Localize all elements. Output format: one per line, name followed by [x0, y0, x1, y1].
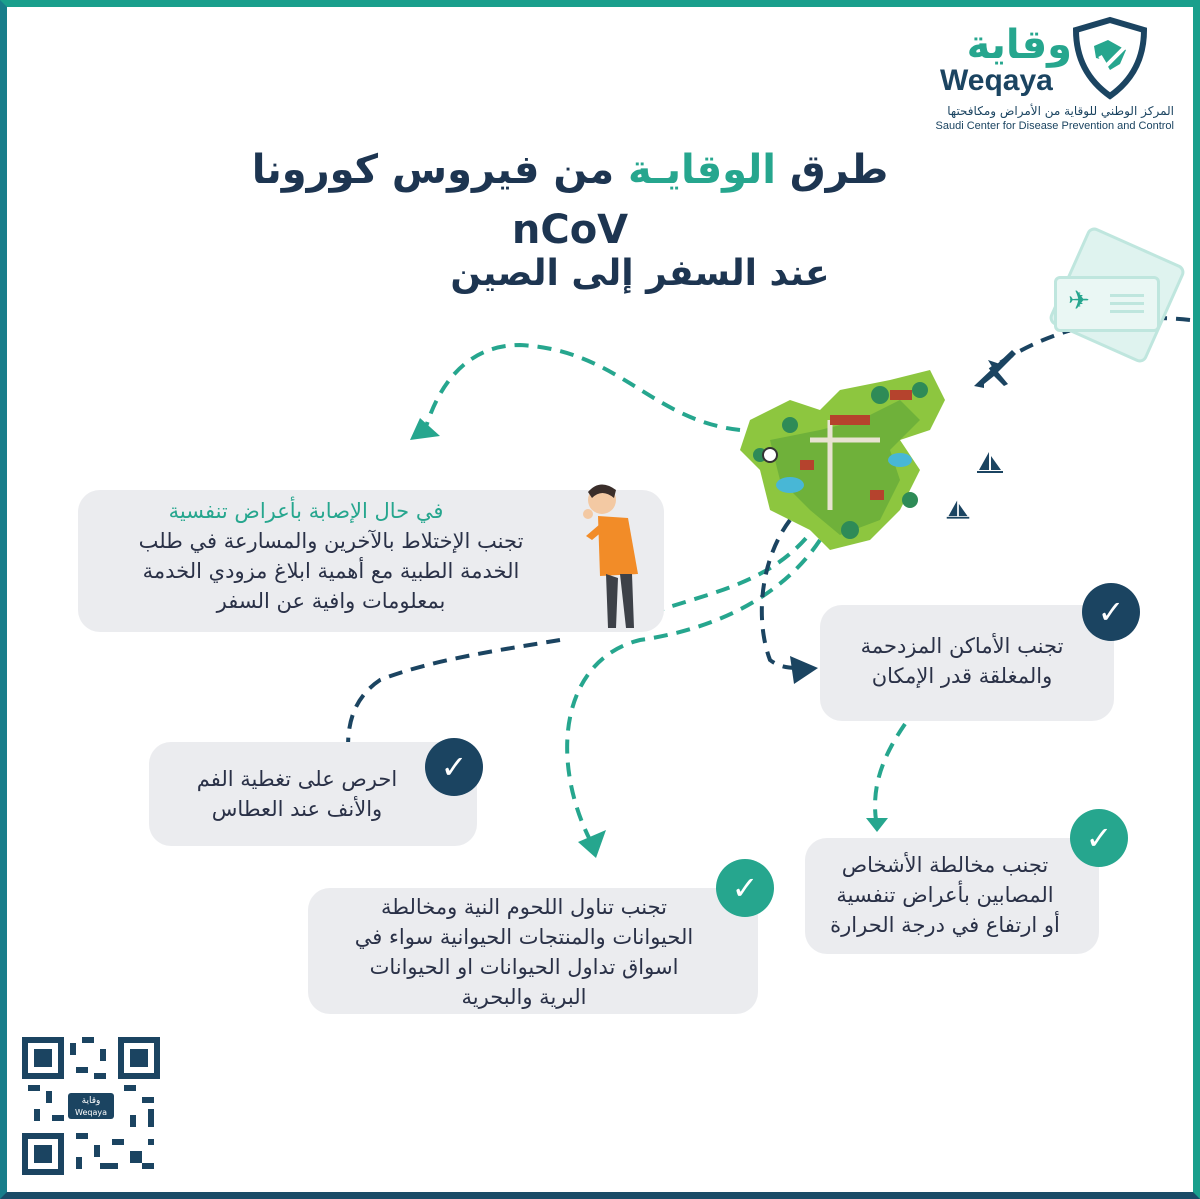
- sailboat-icon: [975, 450, 1005, 476]
- card-line: والأنف عند العطاس: [211, 797, 383, 821]
- title-part1: طرق: [789, 147, 889, 193]
- card-line: تجنب مخالطة الأشخاص: [841, 853, 1049, 877]
- card-line: تجنب تناول اللحوم النية ومخالطة: [380, 895, 668, 919]
- logo-name-ar: وقاية: [966, 22, 1072, 68]
- check-icon: ✓: [1070, 809, 1128, 867]
- logo-name-en: Weqaya: [940, 64, 1053, 97]
- check-icon: ✓: [716, 859, 774, 917]
- logo-center-en: Saudi Center for Disease Prevention and Control: [935, 120, 1174, 132]
- card-line: والمغلقة قدر الإمكان: [871, 664, 1053, 688]
- card-raw-meat: [308, 888, 758, 1014]
- coughing-person-icon: [570, 478, 650, 634]
- qr-badge-ar: وقاية: [81, 1096, 101, 1106]
- logo-center-ar: المركز الوطني للوقاية من الأمراض ومكافحتها: [947, 104, 1174, 118]
- card-line: أو ارتفاع في درجة الحرارة: [830, 913, 1060, 937]
- page-subtitle: عند السفر إلى الصين: [450, 253, 830, 294]
- check-icon: ✓: [1082, 583, 1140, 641]
- qr-badge-en: Weqaya: [75, 1108, 107, 1117]
- qr-badge: [68, 1093, 114, 1119]
- card-line: البرية والبحرية: [461, 985, 587, 1009]
- card-line: بمعلومات وافية عن السفر: [216, 589, 446, 613]
- tickets-icon: ✈: [1040, 238, 1170, 368]
- china-map-icon: [730, 360, 960, 560]
- card-line: تجنب الإختلاط بالآخرين والمسارعة في طلب: [138, 529, 524, 553]
- title-highlight: الوقايـة: [628, 147, 776, 193]
- qr-code: [22, 1037, 160, 1175]
- card-heading: في حال الإصابة بأعراض تنفسية: [168, 499, 444, 523]
- card-line: المصابين بأعراض تنفسية: [836, 883, 1054, 907]
- airplane-icon: [968, 344, 1020, 392]
- card-crowded-places: [820, 605, 1114, 721]
- card-line: احرص على تغطية الفم: [196, 767, 398, 791]
- card-line: تجنب الأماكن المزدحمة: [860, 634, 1064, 658]
- title-part2: من فيروس كورونا nCoV: [251, 147, 629, 253]
- sailboat-icon: [945, 498, 971, 522]
- check-icon: ✓: [425, 738, 483, 796]
- card-line: اسواق تداول الحيوانات او الحيوانات: [369, 955, 679, 979]
- card-avoid-infected: [805, 838, 1099, 954]
- card-line: الخدمة الطبية مع أهمية ابلاغ مزودي الخدمة: [142, 559, 520, 583]
- card-line: الحيوانات والمنتجات الحيوانية سواء في: [354, 925, 694, 949]
